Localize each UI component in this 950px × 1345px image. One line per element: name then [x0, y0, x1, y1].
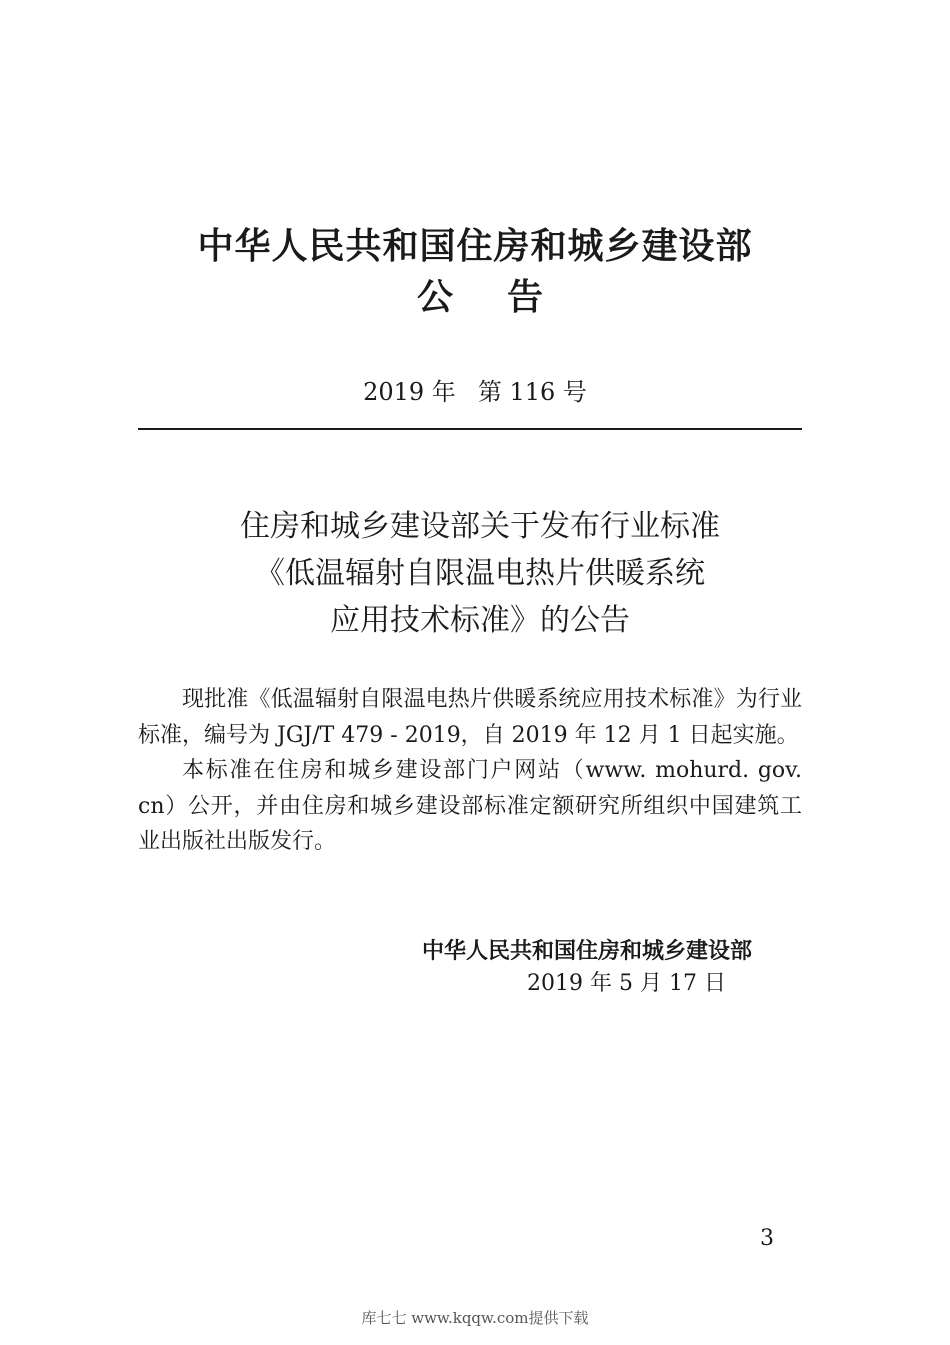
- body-paragraph-1: 现批准《低温辐射自限温电热片供暖系统应用技术标准》为行业标准，编号为 JGJ/T 479 - 2019，自 2019 年 12 月 1 日起实施。: [138, 687, 802, 748]
- body-paragraph-2: 本标准在住房和城乡建设部门户网站（www. mohurd. gov. cn）公开，并由住房和城乡建设部标准定额研究所组织中国建筑工业出版社出版发行。: [138, 758, 802, 854]
- header-divider: [138, 428, 802, 430]
- signature-organization: 中华人民共和国住房和城乡建设部: [421, 939, 752, 964]
- document-title: [0, 503, 950, 644]
- issue-line: [0, 372, 950, 412]
- signature-date: 2019 年 5 月 17 日: [527, 971, 726, 996]
- notice-body: [138, 682, 802, 860]
- notice-char-2: 告: [507, 277, 544, 318]
- title-line-2: 《低温辐射自限温电热片供暖系统: [255, 556, 705, 591]
- title-line-1: 住房和城乡建设部关于发布行业标准: [240, 509, 720, 544]
- notice-char-1: 公: [416, 277, 453, 318]
- footer-watermark: 库七七 www.kqqw.com提供下载: [361, 1309, 589, 1327]
- notice-label: [0, 274, 950, 322]
- page-number: 3: [760, 1226, 774, 1251]
- ministry-heading: 中华人民共和国住房和城乡建设部: [197, 226, 753, 267]
- issue-year: 2019 年: [363, 378, 456, 406]
- title-line-3: 应用技术标准》的公告: [330, 603, 630, 638]
- issue-number: 第 116 号: [477, 378, 587, 406]
